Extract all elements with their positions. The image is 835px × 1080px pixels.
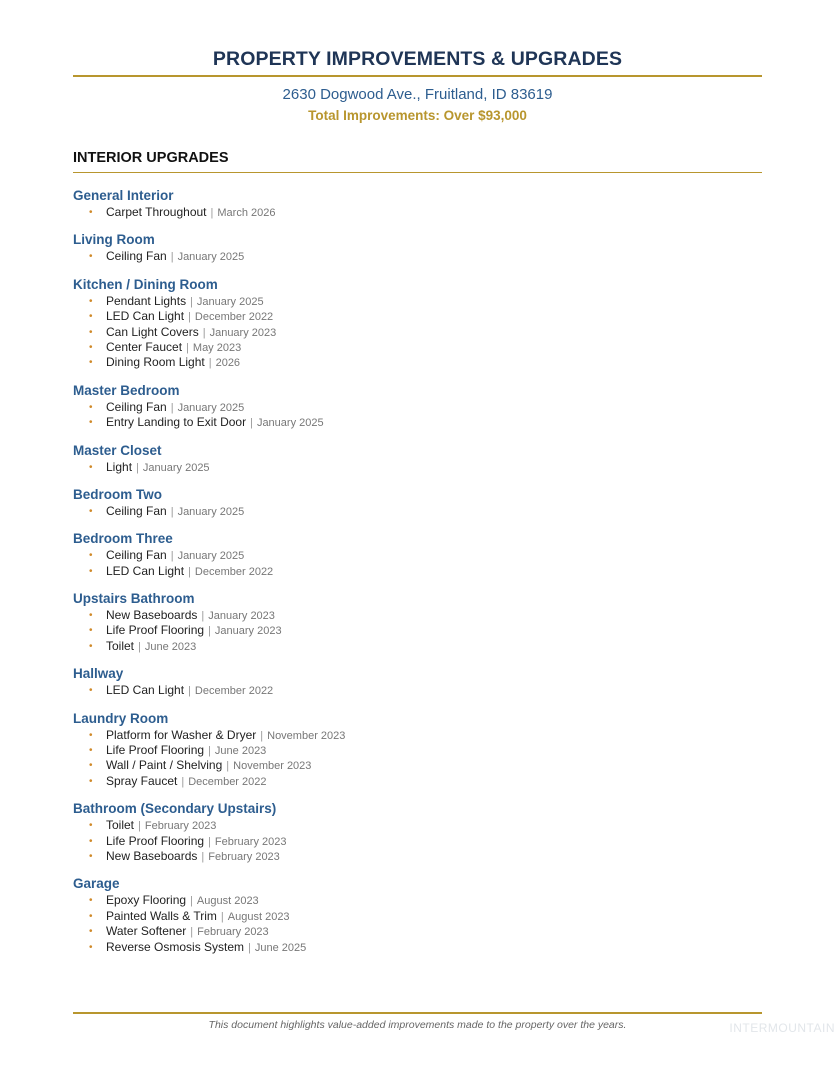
upgrade-date: December 2022 [188,775,267,788]
upgrade-item [73,460,762,475]
upgrade-label: New Baseboards [106,608,198,623]
upgrade-date: June 2023 [214,745,267,758]
item-separator: | [250,417,253,430]
bullet-icon: • [89,610,93,622]
item-separator: | [190,295,193,308]
item-separator: | [208,745,211,758]
room-group [73,187,762,220]
upgrade-item [73,909,762,924]
bullet-icon: • [89,729,93,741]
bullet-icon: • [89,505,93,517]
item-separator: | [208,625,211,638]
upgrade-item [73,294,762,309]
upgrade-label: Ceiling Fan [106,399,167,414]
bullet-icon: • [89,685,93,697]
room-heading: General Interior [73,188,174,203]
bullet-icon: • [89,775,93,787]
bullet-icon: • [89,550,93,562]
item-separator: | [210,207,214,219]
upgrade-item [73,758,762,773]
item-separator: | [190,895,193,908]
upgrade-list [73,608,762,654]
item-separator: | [186,341,189,354]
upgrade-item [73,639,762,654]
upgrade-list [73,460,762,475]
bullet-icon: • [89,207,93,218]
upgrade-label: Pendant Lights [106,293,187,308]
item-separator: | [188,565,191,578]
upgrade-label: Painted Walls & Trim [106,908,217,923]
upgrade-date: February 2023 [144,820,217,833]
document-title: PROPERTY IMPROVEMENTS & UPGRADES [212,48,623,70]
upgrade-item [73,325,762,340]
upgrade-date: January 2025 [177,401,245,414]
room-group [73,800,762,864]
upgrade-date: December 2022 [194,565,274,578]
room-group [73,382,762,431]
upgrade-item [73,818,762,833]
item-separator: | [208,357,212,370]
room-heading: Hallway [73,666,124,682]
upgrade-label: LED Can Light [106,563,185,578]
upgrade-label: Epoxy Flooring [106,893,187,908]
item-separator: | [220,910,224,923]
upgrade-list [73,294,762,371]
upgrade-item [73,504,762,519]
item-separator: | [208,835,211,848]
room-group [73,231,762,264]
upgrade-date: June 2023 [144,640,197,653]
upgrade-label: Ceiling Fan [106,249,167,264]
upgrade-item [73,623,762,638]
upgrade-label: Entry Landing to Exit Door [106,415,247,430]
bullet-icon: • [89,745,93,757]
room-heading: Master Closet [73,442,162,458]
room-heading: Upstairs Bathroom [73,591,195,607]
bullet-icon: • [89,357,93,369]
bullet-icon: • [89,640,93,652]
footer-note: This document highlights value-added improvements made to the property over the years. [208,1019,627,1031]
upgrade-label: Ceiling Fan [106,548,167,563]
bullet-icon: • [89,326,93,338]
upgrade-list [73,249,762,264]
upgrade-list [73,683,762,698]
item-separator: | [226,760,230,773]
upgrade-item [73,608,762,623]
upgrade-item [73,548,762,563]
upgrade-label: Life Proof Flooring [106,833,205,848]
room-group [73,590,762,654]
item-separator: | [170,401,174,414]
upgrade-date: January 2025 [196,295,264,308]
bullet-icon: • [89,311,93,323]
upgrade-item [73,400,762,415]
room-heading: Bedroom Two [73,486,162,502]
upgrade-label: Can Light Covers [106,324,199,339]
bullet-icon: • [89,401,93,413]
room-group [73,875,762,955]
upgrade-item [73,205,762,220]
room-heading: Bathroom (Secondary Upstairs) [73,801,277,817]
upgrade-list [73,400,762,431]
upgrade-item [73,355,762,370]
upgrade-date: January 2023 [208,610,275,623]
bullet-icon: • [89,461,93,473]
rooms-list [73,187,762,966]
item-separator: | [201,850,205,863]
room-group [73,665,762,698]
upgrade-item [73,683,762,698]
upgrade-date: January 2025 [177,505,245,518]
upgrade-item [73,564,762,579]
item-separator: | [170,550,174,563]
upgrade-date: March 2026 [217,207,276,219]
bullet-icon: • [89,417,93,429]
item-separator: | [248,941,251,954]
room-heading: Bedroom Three [73,531,173,547]
upgrade-date: February 2023 [214,835,287,848]
upgrade-item [73,415,762,430]
upgrade-item [73,893,762,908]
item-separator: | [181,775,185,788]
upgrade-date: November 2023 [233,760,312,773]
upgrade-label: New Baseboards [106,848,198,863]
upgrade-item [73,743,762,758]
room-heading: Kitchen / Dining Room [73,276,218,292]
upgrade-label: Reverse Osmosis System [106,939,245,954]
upgrade-date: January 2023 [214,625,282,638]
item-separator: | [188,311,191,324]
upgrade-date: December 2022 [194,311,274,324]
room-group [73,710,762,790]
bullet-icon: • [89,926,93,938]
room-group [73,442,762,475]
bullet-icon: • [89,295,93,307]
upgrade-item [73,940,762,955]
bullet-icon: • [89,835,93,847]
upgrade-date: January 2025 [177,550,245,563]
upgrade-list [73,548,762,579]
item-separator: | [138,640,141,653]
room-group [73,276,762,371]
upgrade-item [73,834,762,849]
upgrade-date: December 2022 [194,685,274,698]
upgrade-label: LED Can Light [106,309,185,324]
item-separator: | [202,326,206,339]
item-separator: | [188,685,191,698]
upgrade-label: LED Can Light [106,683,185,698]
section-divider [73,172,762,173]
upgrade-label: Life Proof Flooring [106,743,205,758]
room-heading: Living Room [73,232,155,248]
item-separator: | [201,610,205,623]
upgrade-date: January 2023 [209,326,277,339]
upgrade-item [73,849,762,864]
bullet-icon: • [89,341,93,353]
upgrade-list [73,728,762,790]
upgrade-date: January 2025 [256,417,324,430]
title-divider [73,75,762,77]
item-separator: | [260,729,264,742]
upgrade-label: Center Faucet [106,339,183,354]
upgrade-date: January 2025 [142,461,210,474]
upgrade-date: 2026 [215,357,241,370]
upgrade-item [73,924,762,939]
upgrade-date: August 2023 [196,895,259,908]
bullet-icon: • [89,760,93,772]
upgrade-date: June 2025 [254,941,307,954]
upgrade-item [73,309,762,324]
upgrade-date: August 2023 [227,910,290,923]
upgrade-label: Wall / Paint / Shelving [106,758,223,773]
item-separator: | [138,820,141,833]
upgrade-label: Ceiling Fan [106,503,167,518]
bullet-icon: • [89,895,93,907]
room-group [73,486,762,519]
upgrade-item [73,340,762,355]
item-separator: | [190,926,194,939]
upgrade-date: January 2025 [177,251,245,264]
upgrade-label: Toilet [106,638,135,653]
upgrade-list [73,504,762,519]
upgrade-date: November 2023 [267,729,346,742]
bullet-icon: • [89,820,93,832]
upgrade-label: Dining Room Light [106,355,205,370]
upgrade-label: Platform for Washer & Dryer [106,727,257,742]
bullet-icon: • [89,251,93,263]
upgrade-item [73,249,762,264]
bullet-icon: • [89,625,93,637]
watermark-text: INTERMOUNTAIN [729,1021,835,1035]
upgrade-item [73,774,762,789]
total-improvements: Total Improvements: Over $93,000 [308,108,527,123]
item-separator: | [170,251,174,264]
item-separator: | [170,505,174,518]
upgrade-list [73,893,762,955]
upgrade-label: Water Softener [106,924,187,939]
upgrade-list [73,818,762,864]
bullet-icon: • [89,565,93,577]
upgrade-date: May 2023 [192,341,242,354]
upgrade-label: Carpet Throughout [106,205,207,219]
room-heading: Master Bedroom [73,382,180,398]
section-heading: INTERIOR UPGRADES [73,150,229,166]
upgrade-list [73,205,762,220]
room-heading: Laundry Room [73,710,169,726]
property-address: 2630 Dogwood Ave., Fruitland, ID 83619 [282,86,553,103]
upgrade-date: February 2023 [208,850,280,863]
room-group [73,530,762,579]
upgrade-date: February 2023 [197,926,269,939]
upgrade-label: Life Proof Flooring [106,623,205,638]
footer-divider [73,1012,762,1014]
item-separator: | [136,461,139,474]
upgrade-label: Spray Faucet [106,773,178,788]
room-heading: Garage [73,876,120,892]
bullet-icon: • [89,910,93,922]
upgrade-label: Light [106,459,133,474]
upgrade-label: Toilet [106,818,135,833]
upgrade-item [73,728,762,743]
bullet-icon: • [89,941,93,953]
bullet-icon: • [89,850,93,862]
